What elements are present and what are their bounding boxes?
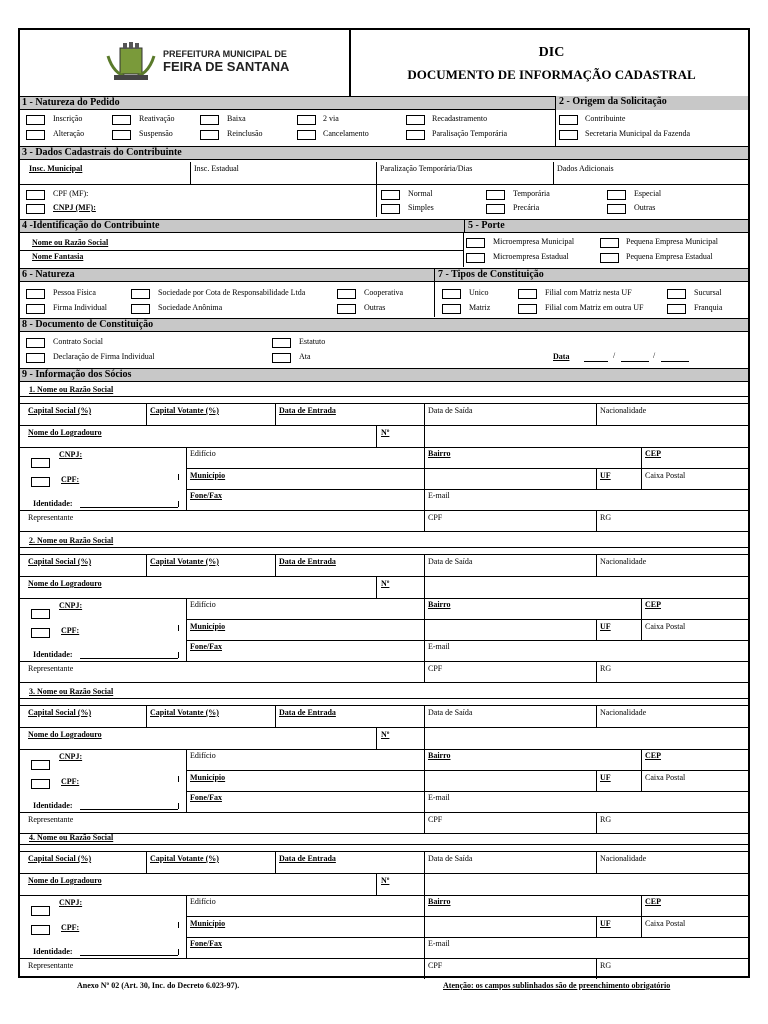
identidade-line-2[interactable] bbox=[80, 658, 178, 659]
label-numero-2: Nº bbox=[381, 579, 390, 588]
label-2via: 2 via bbox=[323, 114, 339, 123]
label-municipio-4: Município bbox=[190, 919, 226, 928]
label-logradouro-1: Nome do Logradouro bbox=[28, 428, 102, 437]
label-reinclusao: Reinclusão bbox=[227, 129, 263, 138]
label-data-entrada-2: Data de Entrada bbox=[279, 557, 336, 566]
label-bairro-1: Bairro bbox=[428, 449, 451, 458]
label-capital-social-3: Capital Social (%) bbox=[28, 708, 92, 717]
city-name-line1: PREFEITURA MUNICIPAL DE bbox=[163, 49, 287, 59]
label-capital-social-1: Capital Social (%) bbox=[28, 406, 92, 415]
label-rep-cpf-2: CPF bbox=[428, 664, 443, 673]
checkbox-temporaria[interactable] bbox=[486, 190, 505, 200]
checkbox-cnpj[interactable] bbox=[26, 204, 45, 214]
label-logradouro-4: Nome do Logradouro bbox=[28, 876, 102, 885]
checkbox-natureza-outras[interactable] bbox=[337, 304, 356, 314]
label-pessoa-fisica: Pessoa Física bbox=[53, 288, 96, 297]
section-9-header bbox=[20, 368, 748, 382]
date-separator-2: / bbox=[653, 351, 656, 360]
label-representante-4: Representante bbox=[28, 961, 74, 970]
label-firma-individual: Firma Individual bbox=[53, 303, 107, 312]
doc-code: DIC bbox=[538, 45, 565, 60]
footer-annex: Anexo Nº 02 (Art. 30, Inc. do Decreto 6.023-97). bbox=[77, 981, 240, 990]
checkbox-socio-cnpj-1[interactable] bbox=[31, 458, 50, 468]
section-4-title: 4 -Identificação do Contribuinte bbox=[22, 220, 160, 231]
section-3-header bbox=[20, 146, 748, 160]
label-uf-1: UF bbox=[600, 471, 611, 480]
section-7-header bbox=[434, 268, 748, 282]
label-rep-cpf-4: CPF bbox=[428, 961, 443, 970]
label-numero-1: Nº bbox=[381, 428, 390, 437]
label-precaria: Precária bbox=[513, 203, 540, 212]
label-suspensao: Suspensão bbox=[139, 129, 173, 138]
label-outras: Outras bbox=[634, 203, 656, 212]
label-paralisacao: Paralisação Temporária bbox=[432, 129, 508, 138]
label-email-1: E-mail bbox=[428, 491, 450, 500]
socio-name-label-1: 1. Nome ou Razão Social bbox=[29, 385, 114, 394]
city-coat-of-arms-icon bbox=[106, 42, 158, 82]
label-logradouro-2: Nome do Logradouro bbox=[28, 579, 102, 588]
label-edificio-2: Edifício bbox=[190, 600, 216, 609]
section-2-title: 2 - Origem da Solicitação bbox=[559, 96, 667, 107]
label-identidade-1: Identidade: bbox=[33, 499, 73, 508]
checkbox-pequena-municipal[interactable] bbox=[600, 238, 619, 248]
checkbox-estatuto[interactable] bbox=[272, 338, 291, 348]
checkbox-inscricao[interactable] bbox=[26, 115, 45, 125]
socio-name-label-3: 3. Nome ou Razão Social bbox=[29, 687, 114, 696]
section-4-header bbox=[20, 219, 464, 233]
checkbox-sa[interactable] bbox=[131, 304, 150, 314]
logo-area bbox=[20, 30, 351, 96]
label-baixa: Baixa bbox=[227, 114, 246, 123]
label-edificio-4: Edifício bbox=[190, 897, 216, 906]
checkbox-secretaria[interactable] bbox=[559, 130, 578, 140]
label-data: Data bbox=[553, 352, 570, 361]
label-reativacao: Reativação bbox=[139, 114, 175, 123]
label-municipio-1: Município bbox=[190, 471, 226, 480]
section-8-header bbox=[20, 318, 748, 332]
label-cep-1: CEP bbox=[645, 449, 661, 458]
checkbox-socio-cpf-1[interactable] bbox=[31, 477, 50, 487]
label-especial: Especial bbox=[634, 189, 662, 198]
label-filial-nesta-uf: Filial com Matriz nesta UF bbox=[545, 288, 632, 297]
checkbox-filial-nesta-uf[interactable] bbox=[518, 289, 537, 299]
checkbox-firma-individual[interactable] bbox=[26, 304, 45, 314]
checkbox-alteracao[interactable] bbox=[26, 130, 45, 140]
checkbox-precaria[interactable] bbox=[486, 204, 505, 214]
label-cep-3: CEP bbox=[645, 751, 661, 760]
label-recadastramento: Recadastramento bbox=[432, 114, 488, 123]
label-bairro-3: Bairro bbox=[428, 751, 451, 760]
label-rep-rg-1: RG bbox=[600, 513, 612, 522]
label-uf-4: UF bbox=[600, 919, 611, 928]
checkbox-unico[interactable] bbox=[442, 289, 461, 299]
label-cooperativa: Cooperativa bbox=[364, 288, 404, 297]
label-caixa-postal-2: Caixa Postal bbox=[645, 622, 686, 631]
section-5-title: 5 - Porte bbox=[468, 220, 505, 231]
label-paralizacao-dias: Paralização Temporária/Dias bbox=[380, 164, 473, 173]
label-logradouro-3: Nome do Logradouro bbox=[28, 730, 102, 739]
checkbox-normal[interactable] bbox=[381, 190, 400, 200]
label-micro-estadual: Microempresa Estadual bbox=[493, 252, 569, 261]
label-micro-municipal: Microempresa Municipal bbox=[493, 237, 575, 246]
label-fone-fax-2: Fone/Fax bbox=[190, 642, 222, 651]
label-pequena-estadual: Pequena Empresa Estadual bbox=[626, 252, 713, 261]
label-insc-estadual: Insc. Estadual bbox=[194, 164, 239, 173]
label-caixa-postal-1: Caixa Postal bbox=[645, 471, 686, 480]
label-rep-rg-4: RG bbox=[600, 961, 612, 970]
label-capital-votante-4: Capital Votante (%) bbox=[150, 854, 219, 863]
section-3-title: 3 - Dados Cadastrais do Contribuinte bbox=[22, 147, 182, 158]
label-representante-3: Representante bbox=[28, 815, 74, 824]
label-matriz: Matriz bbox=[469, 303, 491, 312]
label-data-saida-4: Data de Saída bbox=[428, 854, 473, 863]
label-capital-social-2: Capital Social (%) bbox=[28, 557, 92, 566]
checkbox-matriz[interactable] bbox=[442, 304, 461, 314]
label-socio-cnpj-2: CNPJ: bbox=[59, 601, 83, 610]
checkbox-micro-estadual[interactable] bbox=[466, 253, 485, 263]
label-secretaria: Secretaria Municipal da Fazenda bbox=[585, 129, 691, 138]
label-representante-1: Representante bbox=[28, 513, 74, 522]
checkbox-declaracao-firma[interactable] bbox=[26, 353, 45, 363]
checkbox-paralisacao[interactable] bbox=[406, 130, 425, 140]
label-franquia: Franquia bbox=[694, 303, 723, 312]
checkbox-cancelamento[interactable] bbox=[297, 130, 316, 140]
socio-name-label-4: 4. Nome ou Razão Social bbox=[29, 833, 114, 842]
checkbox-filial-outra-uf[interactable] bbox=[518, 304, 537, 314]
label-capital-votante-2: Capital Votante (%) bbox=[150, 557, 219, 566]
checkbox-especial[interactable] bbox=[607, 190, 626, 200]
label-capital-social-4: Capital Social (%) bbox=[28, 854, 92, 863]
label-filial-outra-uf: Filial com Matriz em outra UF bbox=[545, 303, 644, 312]
label-nacionalidade-4: Nacionalidade bbox=[600, 854, 647, 863]
label-rep-cpf-3: CPF bbox=[428, 815, 443, 824]
checkbox-cpf[interactable] bbox=[26, 190, 45, 200]
label-data-entrada-3: Data de Entrada bbox=[279, 708, 336, 717]
identidade-line-3[interactable] bbox=[80, 809, 178, 810]
label-fone-fax-3: Fone/Fax bbox=[190, 793, 222, 802]
label-identidade-2: Identidade: bbox=[33, 650, 73, 659]
date-year-line[interactable] bbox=[661, 361, 689, 362]
label-cancelamento: Cancelamento bbox=[323, 129, 369, 138]
label-numero-4: Nº bbox=[381, 876, 390, 885]
section-9-title: 9 - Informação dos Sócios bbox=[22, 369, 132, 380]
checkbox-socio-cpf-2[interactable] bbox=[31, 628, 50, 638]
checkbox-reativacao[interactable] bbox=[112, 115, 131, 125]
label-contrato-social: Contrato Social bbox=[53, 337, 103, 346]
section-2-header bbox=[555, 96, 748, 110]
label-estatuto: Estatuto bbox=[299, 337, 326, 346]
label-sa: Sociedade Anônima bbox=[158, 303, 223, 312]
checkbox-franquia[interactable] bbox=[667, 304, 686, 314]
checkbox-sucursal[interactable] bbox=[667, 289, 686, 299]
section-6-title: 6 - Natureza bbox=[22, 269, 75, 280]
label-capital-votante-1: Capital Votante (%) bbox=[150, 406, 219, 415]
checkbox-socio-cpf-4[interactable] bbox=[31, 925, 50, 935]
label-data-saida-2: Data de Saída bbox=[428, 557, 473, 566]
label-natureza-outras: Outras bbox=[364, 303, 386, 312]
label-data-entrada-1: Data de Entrada bbox=[279, 406, 336, 415]
date-separator-1: / bbox=[613, 351, 616, 360]
label-socio-cnpj-4: CNPJ: bbox=[59, 898, 83, 907]
label-insc-municipal: Insc. Municipal bbox=[29, 164, 83, 173]
identidade-line-4[interactable] bbox=[80, 955, 178, 956]
label-cpf-mf: CPF (MF): bbox=[53, 189, 89, 198]
label-nome-fantasia: Nome Fantasia bbox=[32, 252, 84, 261]
label-capital-votante-3: Capital Votante (%) bbox=[150, 708, 219, 717]
checkbox-baixa[interactable] bbox=[200, 115, 219, 125]
checkbox-outras[interactable] bbox=[607, 204, 626, 214]
label-pequena-municipal: Pequena Empresa Municipal bbox=[626, 237, 718, 246]
section-1-title: 1 - Natureza do Pedido bbox=[22, 97, 120, 108]
label-sucursal: Sucursal bbox=[694, 288, 722, 297]
checkbox-contribuinte[interactable] bbox=[559, 115, 578, 125]
checkbox-socio-cnpj-3[interactable] bbox=[31, 760, 50, 770]
city-name-line2: FEIRA DE SANTANA bbox=[163, 59, 290, 74]
label-edificio-3: Edifício bbox=[190, 751, 216, 760]
socio-name-label-2: 2. Nome ou Razão Social bbox=[29, 536, 114, 545]
label-email-4: E-mail bbox=[428, 939, 450, 948]
label-municipio-2: Município bbox=[190, 622, 226, 631]
label-cep-2: CEP bbox=[645, 600, 661, 609]
label-nome-razao-social: Nome ou Razão Social bbox=[32, 238, 109, 247]
label-data-saida-3: Data de Saída bbox=[428, 708, 473, 717]
label-contribuinte: Contribuinte bbox=[585, 114, 626, 123]
label-bairro-2: Bairro bbox=[428, 600, 451, 609]
label-numero-3: Nº bbox=[381, 730, 390, 739]
section-5-header bbox=[464, 219, 748, 233]
label-nacionalidade-3: Nacionalidade bbox=[600, 708, 647, 717]
label-email-2: E-mail bbox=[428, 642, 450, 651]
checkbox-suspensao[interactable] bbox=[112, 130, 131, 140]
label-nacionalidade-2: Nacionalidade bbox=[600, 557, 647, 566]
label-simples: Simples bbox=[408, 203, 434, 212]
section-6-header bbox=[20, 268, 434, 282]
identidade-line-1[interactable] bbox=[80, 507, 178, 508]
label-data-entrada-4: Data de Entrada bbox=[279, 854, 336, 863]
section-7-title: 7 - Tipos de Constituição bbox=[438, 269, 544, 280]
label-unico: Unico bbox=[469, 288, 489, 297]
document-title-area bbox=[353, 30, 750, 96]
label-municipio-3: Município bbox=[190, 773, 226, 782]
label-dados-adicionais: Dados Adicionais bbox=[557, 164, 614, 173]
label-nacionalidade-1: Nacionalidade bbox=[600, 406, 647, 415]
label-socio-cnpj-3: CNPJ: bbox=[59, 752, 83, 761]
label-socio-cpf-3: CPF: bbox=[61, 777, 80, 786]
label-rep-rg-2: RG bbox=[600, 664, 612, 673]
label-uf-2: UF bbox=[600, 622, 611, 631]
checkbox-socio-cpf-3[interactable] bbox=[31, 779, 50, 789]
label-cep-4: CEP bbox=[645, 897, 661, 906]
label-declaracao-firma: Declaração de Firma Individual bbox=[53, 352, 155, 361]
label-ata: Ata bbox=[299, 352, 311, 361]
doc-title: DOCUMENTO DE INFORMAÇÃO CADASTRAL bbox=[407, 67, 696, 82]
label-normal: Normal bbox=[408, 189, 433, 198]
label-socio-cpf-1: CPF: bbox=[61, 475, 80, 484]
label-data-saida-1: Data de Saída bbox=[428, 406, 473, 415]
label-fone-fax-4: Fone/Fax bbox=[190, 939, 222, 948]
checkbox-2via[interactable] bbox=[297, 115, 316, 125]
checkbox-recadastramento[interactable] bbox=[406, 115, 425, 125]
checkbox-reinclusao[interactable] bbox=[200, 130, 219, 140]
checkbox-contrato-social[interactable] bbox=[26, 338, 45, 348]
section-8-title: 8 - Documento de Constituição bbox=[22, 319, 154, 330]
label-representante-2: Representante bbox=[28, 664, 74, 673]
label-inscricao: Inscrição bbox=[53, 114, 83, 123]
footer-attention: Atenção: os campos sublinhados são de preenchimento obrigatório bbox=[443, 981, 671, 990]
label-uf-3: UF bbox=[600, 773, 611, 782]
label-rep-rg-3: RG bbox=[600, 815, 612, 824]
label-bairro-4: Bairro bbox=[428, 897, 451, 906]
date-month-line[interactable] bbox=[621, 361, 649, 362]
label-ltda: Sociedade por Cota de Responsabilidade Ltda bbox=[158, 288, 306, 297]
date-day-line[interactable] bbox=[584, 361, 608, 362]
label-socio-cpf-2: CPF: bbox=[61, 626, 80, 635]
checkbox-cooperativa[interactable] bbox=[337, 289, 356, 299]
label-alteracao: Alteração bbox=[53, 129, 85, 138]
checkbox-pessoa-fisica[interactable] bbox=[26, 289, 45, 299]
label-rep-cpf-1: CPF bbox=[428, 513, 443, 522]
label-identidade-3: Identidade: bbox=[33, 801, 73, 810]
label-email-3: E-mail bbox=[428, 793, 450, 802]
label-edificio-1: Edifício bbox=[190, 449, 216, 458]
label-caixa-postal-4: Caixa Postal bbox=[645, 919, 686, 928]
label-temporaria: Temporária bbox=[513, 189, 550, 198]
checkbox-simples[interactable] bbox=[381, 204, 400, 214]
label-identidade-4: Identidade: bbox=[33, 947, 73, 956]
checkbox-ltda[interactable] bbox=[131, 289, 150, 299]
checkbox-ata[interactable] bbox=[272, 353, 291, 363]
checkbox-socio-cnpj-2[interactable] bbox=[31, 609, 50, 619]
label-fone-fax-1: Fone/Fax bbox=[190, 491, 222, 500]
checkbox-pequena-estadual[interactable] bbox=[600, 253, 619, 263]
header bbox=[20, 30, 748, 96]
checkbox-socio-cnpj-4[interactable] bbox=[31, 906, 50, 916]
label-socio-cnpj-1: CNPJ: bbox=[59, 450, 83, 459]
checkbox-micro-municipal[interactable] bbox=[466, 238, 485, 248]
label-caixa-postal-3: Caixa Postal bbox=[645, 773, 686, 782]
label-socio-cpf-4: CPF: bbox=[61, 923, 80, 932]
label-cnpj-mf: CNPJ (MF): bbox=[53, 203, 96, 212]
